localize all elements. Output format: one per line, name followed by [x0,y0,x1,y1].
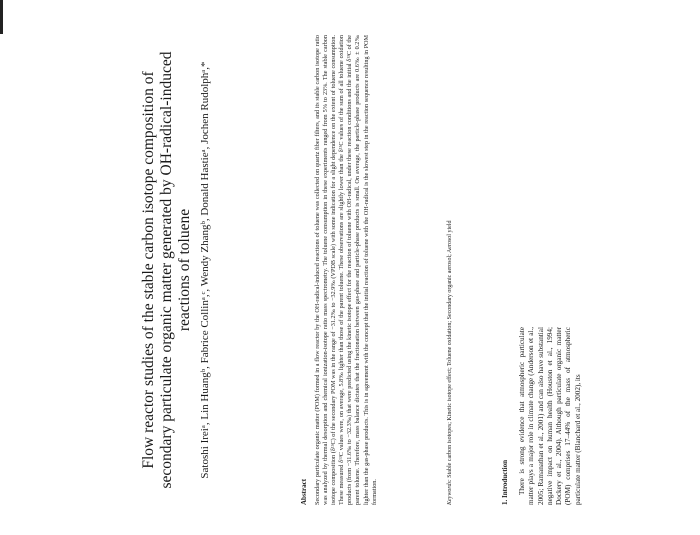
introduction-text: There is strong evidence that atmospheric particulate matter plays a major role in climate change (Anderson et al., 2005; Ramanathan et al., 2001) and can also have substantial negative impact on human health (Houston et al., 1994; Dockery et al., 2004). Although particulate organic matter (POM) comprises 17–44% of the mass of atmospheric particulate matter (Blanchard et al., 2002), its [518,327,582,505]
paper-title: Flow reactor studies of the stable carbon isotope composition of secondary particulate organic matter generated by OH-radical-induced reactions of toluene [140,51,193,489]
abstract-text: Secondary particulate organic matter (POM) formed in a flow reactor by the OH-radical-induced reactions of toluene was collected on quartz fiber filters, and its stable carbon isotope ratio was analyzed by thermal desorption and chemical ionization-isotope ratio mass spectrometry. The toluene consumption in these experiments ranged from 5% to 23%. The stable carbon isotope composition (δ¹³C) of the secondary POM was in the range of −31.2‰ to −32.9‰ (VPDB scale) with some indication for a slight dependence on the extent of toluene consumption. These measured δ¹³C values were, on average, 5.8‰ lighter than those of the parent toluene. These observations are slightly lower than the δ¹³C values of the sum of all toluene oxidation products (from −31.6‰ to −32.3‰) that were predicted using the kinetic isotope effect for the reaction of toluene with OH-radical, under these reaction conditions and the initial δ¹³C of the parent toluene. Therefore, mass balance dictates that the fractionation between gas-phase and particle-phase products is small. On average, the particle-phase products are 0.6‰ ± 0.2‰ lighter than the gas-phase products. This is in agreement with the concept that the initial reaction of toluene with the OH-radical is the slowest step in the reaction sequence resulting in POM formation. [314,35,378,505]
keywords [446,35,454,505]
rotated-page-content [0,5,700,535]
keywords-text: Stable carbon isotopes; Kinetic isotope effect; Toluene oxidation; Secondary organic aerosol; Aerosol yield [447,220,453,478]
abstract-heading: Abstract [300,478,308,505]
paper-authors: Satoshi Ireiᵃ, Lin Huangᵇ, Fabrice Collinᵃ,ᶜ, Wendy Zhangᵇ, Donald Hastieᵃ, Jochen Rudolphᵃ,* [199,61,211,479]
introduction-heading: 1. Introduction [501,460,509,505]
keywords-label: Keywords: [447,479,453,505]
